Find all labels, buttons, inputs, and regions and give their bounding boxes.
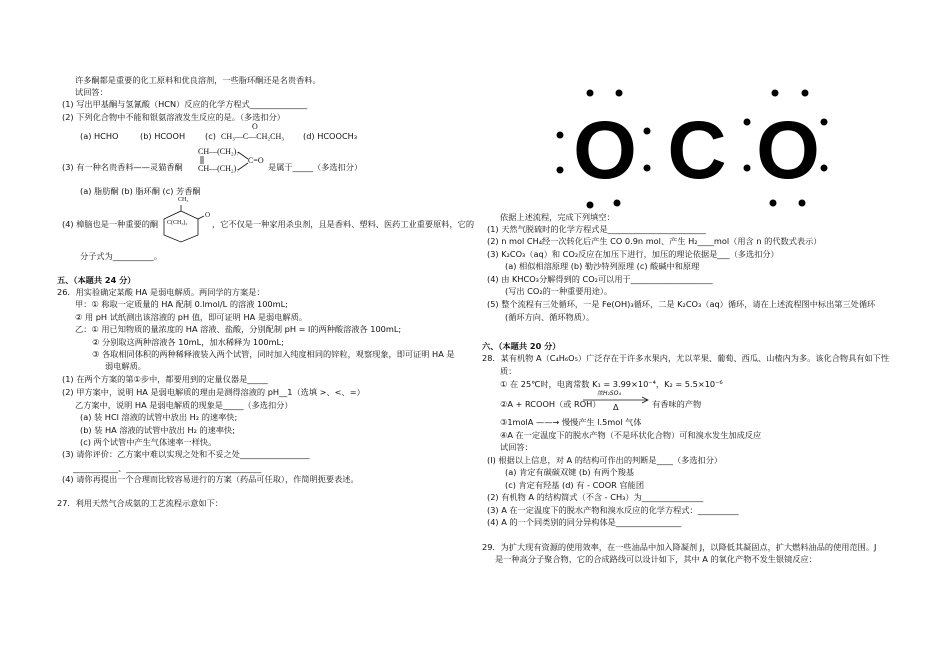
question-4-tail: ，它不仅是一种家用杀虫剂，且是香料、塑料、医药工业重要原料，它的 — [212, 219, 475, 229]
question-26: 26．用实验确定某酸 HA 是弱电解质。两同学的方案是： — [57, 287, 265, 297]
right-q5-note: (循环方向、循环物质）。 — [505, 312, 595, 322]
right-q3-options: (a) 相似相溶原理 (b) 勒沙特列原理 (c) 酸碱中和原理 — [505, 261, 700, 271]
plan-yi-step3-cont: 弱电解质。 — [105, 361, 146, 371]
right-intro: 依据上述流程，完成下列填空： — [500, 212, 615, 222]
camphor-ch3: CH₃ — [178, 197, 189, 203]
subq-2: (2) 甲方案中，说明 HA 是弱电解质的理由是测得溶液的 pH__1（选填 >、<、=） — [62, 387, 365, 397]
sub-question-1-cd: (c) 肯定有羟基 (d) 有 - COOR 官能团 — [505, 480, 645, 490]
civetone-top: CH—(CH₂)₇ — [198, 147, 240, 156]
question-3-tail: 是属于_____（多选扣分） — [268, 162, 363, 172]
civetone-bonds — [198, 146, 258, 176]
reaction-condition: 浓H₂SO₄ — [597, 390, 621, 397]
carbon: C — [667, 105, 727, 196]
option-c-oxygen: O — [252, 122, 258, 131]
property-4: ④A 在一定温度下的脱水产物（不是环状化合物）可和溴水发生加成反应 — [500, 430, 762, 440]
right-q4-note: (写出 CO₂的一种重要用途）。 — [505, 286, 613, 296]
question-4-formula: 分子式为__________。 — [80, 251, 162, 261]
right-q2: (2) n mol CH₄经一次转化后产生 CO 0.9n mol、产生 H₂____mol（用含 n 的代数式表示） — [487, 236, 822, 246]
option-b: (b) HCOOH — [140, 131, 186, 141]
question-28-cont: 质： — [500, 366, 517, 376]
sub-question-1: (I) 根据以上信息，对 A 的结构可作出的判断是____（多选扣分） — [487, 455, 723, 465]
camphor-oxygen: O — [205, 211, 211, 219]
subq-2-option-b: (b) 装 HA 溶液的试管中放出 H₂ 的速率快; — [80, 425, 235, 435]
section-5-heading: 五、（本题共 24 分） — [57, 275, 136, 285]
property-3: ③1molA ——→ 慢慢产生 l.5mol 气体 — [500, 417, 642, 427]
question-29: 29．为扩大现有资源的使用效率，在一些油品中加入降凝剂 J，以降低其凝固点，扩大燃料油品的使用范围。J — [482, 542, 877, 552]
camphor-inner: C(CH₃)₂ — [167, 220, 188, 226]
question-28: 28．某有机物 A（C₄H₆O₅）广泛存在于许多水果内，尤以苹果、葡萄、西瓜、山楂内为多。该化合物具有如下性 — [482, 353, 890, 363]
option-c-formula: CH₃—C—CH₂CH₃ — [221, 132, 285, 141]
intro-text: 许多酮都是重要的化工原料和优良溶剂，一些脂环酮还是名贵香料。 — [75, 75, 321, 85]
question-27: 27．利用天然气合成氨的工艺流程示意如下： — [57, 498, 223, 508]
section-6-heading: 六、（本题共 20 分） — [482, 341, 561, 351]
sub-question-1-ab: (a) 肯定有碳碳双键 (b) 有两个羧基 — [505, 467, 635, 477]
option-d: (d) HCOOCH₃ — [303, 131, 358, 141]
plan-yi-step2: ② 分别取这两种溶液各 10mL，加水稀释为 100mL; — [92, 337, 284, 347]
subq-4: (4) 请你再提出一个合理而比较容易进行的方案（药品可任取），作简明扼要表述。 — [62, 474, 359, 484]
plan-yi-step3: ③ 各取相同体积的两种稀释液装入两个试管，同时加入纯度相同的锌粒，观察现象，即可证明 HA 是 — [92, 349, 455, 359]
question-29-cont: 是一种高分子聚合物，它的合成路线可以设计如下，其中 A 的氧化产物不发生银镜反应： — [495, 554, 817, 564]
plan-yi-step1: 乙：① 用已知物质的量浓度的 HA 溶液、盐酸，分别配制 pH = l的两种酸溶液各 100mL; — [75, 324, 402, 334]
subq-3: (3) 请你评价：乙方案中难以实现之处和不妥之处_________________ — [62, 449, 310, 459]
subq-2-option-c: (c) 两个试管中产生气体速率一样快。 — [80, 437, 217, 447]
sub-question-4: (4) A 的一个同类别的同分异构体是________________ — [487, 517, 682, 527]
question-4: (4) 樟脑也是一种重要的酮 — [62, 219, 159, 229]
plan-jia-step2: ② 用 pH 试纸测出该溶液的 pH 值，即可证明 HA 是弱电解质。 — [75, 312, 307, 322]
civetone-bottom: CH—(CH₂)₇ — [198, 164, 240, 173]
question-3-options: (a) 脂肪酮 (b) 脂环酮 (c) 芳香酮 — [80, 186, 201, 196]
property-2: ②A + RCOOH（或 ROH） — [500, 399, 601, 409]
property-2-product: 有香味的产物 — [652, 399, 702, 409]
sub-question-3: (3) A 在一定温度下的脱水产物和溴水反应的化学方程式：__________ — [487, 505, 739, 515]
co2-electron-dot-diagram — [540, 80, 840, 215]
heat-symbol: Δ — [613, 402, 619, 412]
option-c: (c) — [205, 131, 216, 141]
right-q1: (1) 天然气脱硫时的化学方程式是________________________ — [487, 224, 706, 234]
question-3: (3) 有一种名贵香料——灵猫香酮 — [62, 162, 183, 172]
question-1: (1) 写出甲基酮与氢氰酸（HCN）反应的化学方程式______________ — [62, 99, 308, 109]
plan-jia-step1: 甲：① 称取一定质量的 HA 配制 0.lmol/L 的溶液 100mL; — [75, 299, 288, 309]
try-answer-label-2: 试回答： — [500, 442, 533, 452]
subq-2-yi: 乙方案中，说明 HA 是弱电解质的现象是_____（多选扣分） — [75, 400, 293, 410]
property-1: ① 在 25℃时，电离常数 K₁ = 3.99×10⁻⁴，K₂ = 5.5×10⁻⁶ — [500, 379, 723, 389]
right-q3: (3) K₂CO₃（aq）和 CO₂反应在加压下进行，加压的理论依据是___（多选扣分） — [487, 249, 779, 259]
oxygen-left: O — [573, 105, 637, 196]
sub-question-2: (2) 有机物 A 的结构简式（不含 - CH₃）为_______________ — [487, 492, 704, 502]
oxygen-right: O — [756, 105, 820, 196]
option-a: (a) HCHO — [80, 131, 119, 141]
civetone-carbonyl: C=O — [248, 156, 264, 165]
subq-1: (1) 在两个方案的第①步中，都要用到的定量仪器是_____ — [62, 374, 268, 384]
subq-3-blanks: ___________、_________________________________ — [73, 463, 262, 473]
subq-2-option-a: (a) 装 HCl 溶液的试管中放出 H₂ 的速率快; — [80, 412, 238, 422]
question-2: (2) 下列化合物中不能和银氨溶液发生反应的是。（多选扣分） — [62, 112, 285, 122]
right-q5: (5) 整个流程有三处循环，一是 Fe(OH)₃循环，二是 K₂CO₃（aq）循环，请在上述流程图中标出第三处循环 — [487, 299, 876, 309]
right-q4: (4) 由 KHCO₃分解得到的 CO₂可以用于____________________ — [487, 274, 713, 284]
try-answer-label: 试回答： — [75, 87, 108, 97]
